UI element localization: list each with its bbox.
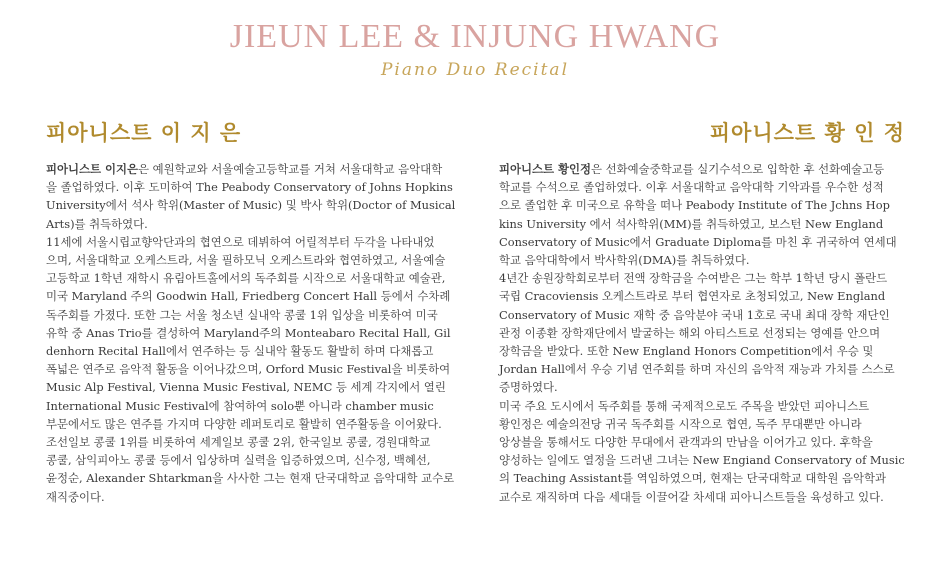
page-title: JIEUN LEE & INJUNG HWANG: [229, 18, 721, 55]
bio-line: [499, 469, 905, 487]
bio-text: 학교 음악대학에서 박사학위(DMA)를 취득하였다.: [499, 253, 750, 268]
bio-line: [46, 233, 471, 251]
bio-text: Conservatory of Music에서 Graduate Diploma를 마친 후 귀국하여 연세대: [499, 234, 897, 249]
bio-text: 콩쿨, 삼익피아노 콩쿨 등에서 입상하며 실력을 입증하였으며, 신수정, 백혜선,: [46, 453, 431, 468]
bio-line: [46, 215, 471, 233]
bio-line: [46, 160, 471, 178]
bio-text: 국립 Cracoviensis 오케스트라로 부터 협연자로 초청되었고, New England: [499, 289, 886, 304]
bio-line: [46, 469, 471, 487]
bio-line: [499, 451, 904, 469]
bio-text: 폭넓은 연주로 음악적 활동을 이어나갔으며, Orford Music Festival을 비롯하여: [46, 362, 451, 377]
bio-line: [499, 488, 905, 506]
bio-line: [46, 324, 471, 342]
bio-text: denhorn Recital Hall에서 연주하는 등 실내악 활동도 활발히 하며 다채롭고: [46, 344, 434, 359]
bio-text: 독주회를 가졌다. 또한 그는 서울 청소년 실내악 콩쿨 1위 입상을 비롯하여 미국: [46, 307, 438, 322]
bio-column-lee: [46, 160, 471, 506]
bio-text: 은 예원학교와 서울예술고등학교를 거쳐 서울대학교 음악대학: [138, 162, 443, 176]
heading-pianist-hwang: 피아니스트 황 인 정: [709, 121, 905, 145]
bio-line: [499, 251, 905, 269]
bio-line: [46, 397, 471, 415]
bio-line: [46, 269, 471, 287]
bio-line: [499, 397, 905, 415]
bio-line: [499, 269, 905, 287]
bio-text: 학교를 수석으로 졸업하였다. 이후 서울대학교 음악대학 기악과를 우수한 성적: [499, 180, 884, 195]
bio-line: [46, 451, 471, 469]
bio-line: [499, 215, 905, 233]
bio-text: 조선일보 콩쿨 1위를 비롯하여 세계일보 콩쿨 2위, 한국일보 콩쿨, 경원대학교: [46, 435, 431, 450]
bio-line: [499, 378, 905, 396]
bio-text: 황인정은 예술의전당 귀국 독주회를 시작으로 협연, 독주 무대뿐만 아니라: [499, 416, 862, 431]
bio-line: [499, 342, 905, 360]
bio-line: [46, 378, 471, 396]
bio-text: 윤정순, Alexander Shtarkman을 사사한 그는 현재 단국대학교 음악대학 교수로: [46, 471, 455, 486]
bio-line: [499, 433, 905, 451]
bio-line: [46, 306, 471, 324]
bio-text: 11세에 서울시립교향악단과의 협연으로 데뷔하여 어릴적부터 두각을 나타내었: [46, 234, 435, 249]
bio-text: 으로 졸업한 후 미국으로 유학을 떠나 Peabody Institute of The Jchns Hop: [499, 198, 890, 213]
bio-text: 교수로 재직하며 다음 세대들 이끌어갈 차세대 피아니스트들을 육성하고 있다.: [499, 489, 884, 504]
bio-line: [499, 196, 905, 214]
bio-text: 앙상블을 통해서도 다양한 무대에서 관객과의 만남을 이어가고 있다. 후학을: [499, 435, 873, 450]
bio-text: 4년간 송원장학회로부터 전액 장학금을 수여받은 그는 학부 1학년 당시 폴란드: [499, 271, 888, 286]
bio-line: [499, 233, 905, 251]
bio-text: Conservatory of Music 재학 중 음악분야 국내 1호로 국내 최대 장학 재단인: [499, 307, 890, 322]
bio-text: 증명하였다.: [499, 380, 558, 395]
bio-line: [46, 196, 471, 214]
bio-line: [499, 360, 905, 378]
bio-text: 고등학교 1학년 재학시 유림아트홀에서의 독주회를 시작으로 서울대학교 예술관,: [46, 271, 446, 286]
bio-line: [499, 287, 905, 305]
page-subtitle: Piano Duo Recital: [380, 60, 570, 80]
bio-text: 은 선화예술중학교를 실기수석으로 입학한 후 선화예술고등: [591, 162, 885, 176]
bio-column-hwang: [499, 160, 905, 506]
bio-line: [46, 415, 471, 433]
bio-text: Music Alp Festival, Vienna Music Festival, NEMC 등 세계 각지에서 열린: [46, 380, 446, 395]
bio-text: Arts)를 취득하였다.: [46, 216, 148, 231]
bio-line: [46, 287, 471, 305]
bio-text: 관정 이종환 장학재단에서 발굴하는 해외 아티스트로 선정되는 영예를 안으며: [499, 325, 881, 340]
bio-text: 의 Teaching Assistant를 역임하였으며, 현재는 단국대학교 대학원 음악학과: [499, 471, 886, 486]
bio-line: [499, 178, 905, 196]
bio-line: [46, 251, 471, 269]
bio-text: 양성하는 일에도 열정을 드러낸 그녀는 New Engiand Conservatory of Music: [499, 453, 905, 468]
bio-line: [46, 178, 471, 196]
bio-line: [499, 415, 905, 433]
pianist-name: 피아니스트 황인정: [499, 162, 591, 176]
bio-text: 으며, 서울대학교 오케스트라, 서울 필하모닉 오케스트라와 협연하였고, 서울예술: [46, 253, 446, 268]
pianist-name: 피아니스트 이지은: [46, 162, 138, 176]
bio-text: International Music Festival에 참여하여 solo뿐 아니라 chamber music: [46, 398, 434, 413]
bio-line: [499, 160, 905, 178]
bio-text: University에서 석사 학위(Master of Music) 및 박사 학위(Doctor of Musical: [46, 198, 456, 213]
bio-line: [46, 342, 471, 360]
bio-text: 을 졸업하였다. 이후 도미하여 The Peabody Conservatory of Johns Hopkins: [46, 180, 453, 195]
bio-text: 재직중이다.: [46, 489, 105, 504]
bio-line: [499, 306, 905, 324]
bio-line: [46, 488, 471, 506]
heading-pianist-lee: 피아니스트 이 지 은: [46, 121, 242, 145]
bio-line: [46, 360, 471, 378]
bio-text: 미국 Maryland 주의 Goodwin Hall, Friedberg Concert Hall 등에서 수차례: [46, 289, 451, 304]
bio-line: [499, 324, 905, 342]
bio-text: 장학금을 받았다. 또한 New England Honors Competition에서 우승 및: [499, 344, 874, 359]
bio-line: [46, 433, 471, 451]
bio-text: 유학 중 Anas Trio를 결성하여 Maryland주의 Monteabaro Recital Hall, Gil: [46, 325, 451, 340]
bio-text: Jordan Hall에서 우승 기념 연주회를 하며 자신의 음악적 재능과 가치를 스스로: [499, 362, 895, 377]
bio-text: 부문에서도 많은 연주를 가지며 다양한 레퍼토리로 활발히 연주활동을 이어왔다.: [46, 416, 442, 431]
bio-text: kins University 에서 석사학위(MM)를 취득하였고, 보스턴 New England: [499, 216, 884, 231]
bio-text: 미국 주요 도시에서 독주회를 통해 국제적으로도 주목을 받았던 피아니스트: [499, 398, 870, 413]
